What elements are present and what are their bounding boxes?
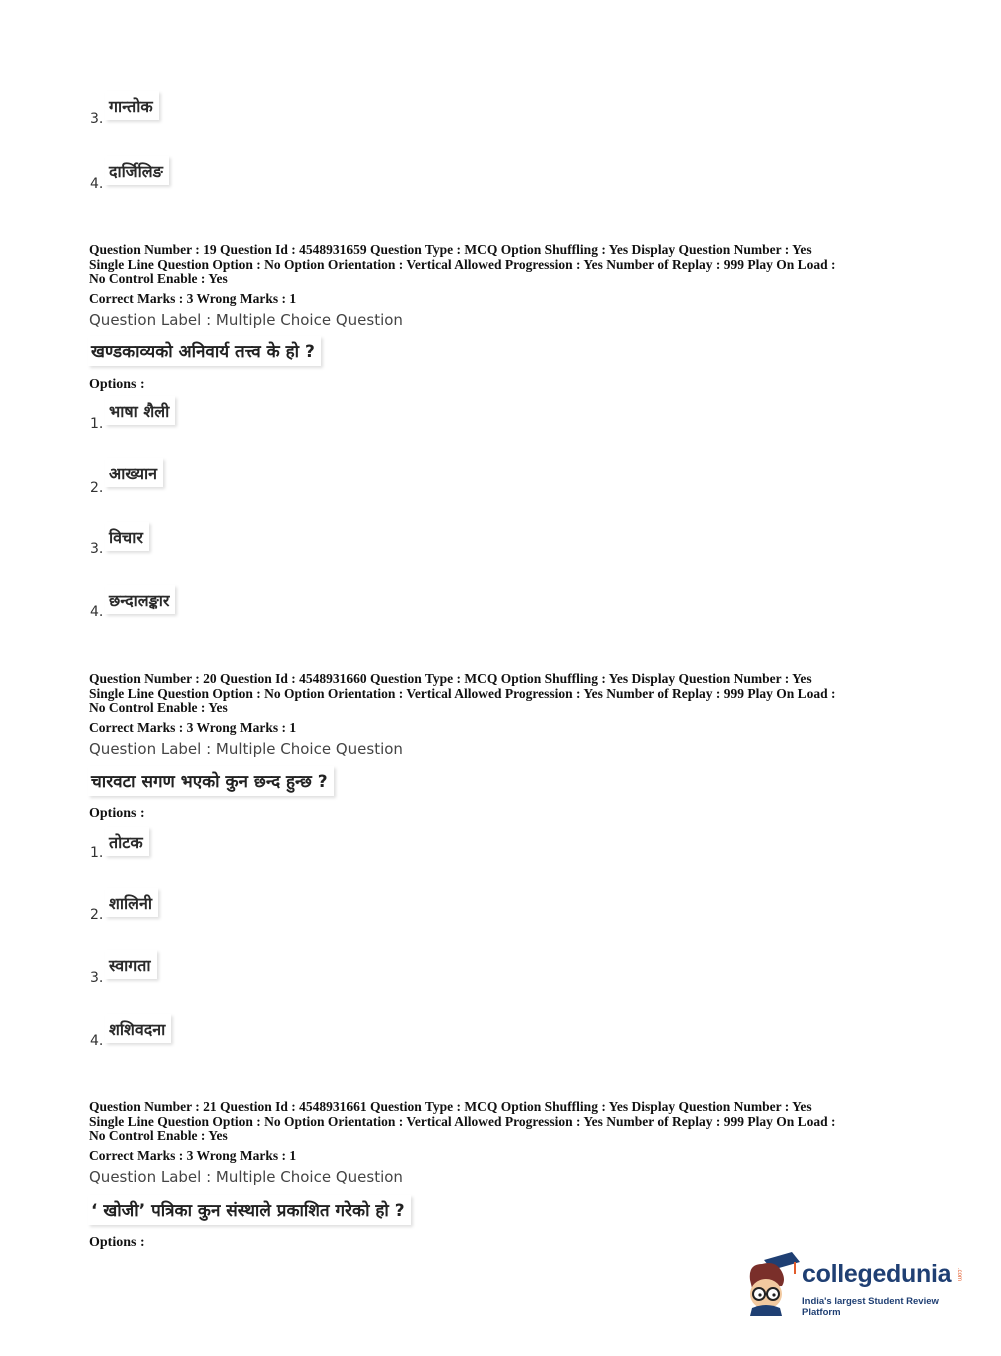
header-line: Single Line Question Option : No Option Orientation : Vertical Allowed Progression : Yes Number of Replay : 999 Play On Load : [89,1113,836,1129]
question-text: चारवटा सगण भएको कुन छन्द हुन्छ ? [88,766,334,796]
brand-name: collegedunia [802,1260,952,1288]
option-number: 3. [90,111,104,127]
question-text: खण्डकाव्यको अनिवार्य तत्त्व के हो ? [88,336,321,366]
marks-line: Correct Marks : 3 Wrong Marks : 1 [89,291,297,306]
header-line: No Control Enable : Yes [89,271,228,287]
option-text[interactable]: स्वागता [105,950,157,979]
collegedunia-logo [742,1250,972,1320]
brand-tagline: India's largest Student Review Platform [802,1296,939,1318]
header-line: Single Line Question Option : No Option Orientation : Vertical Allowed Progression : Yes Number of Replay : 999 Play On Load : [89,685,836,701]
option-number: 1. [90,416,104,432]
brand-domain: .com [956,1268,962,1282]
header-line: No Control Enable : Yes [89,1128,228,1144]
option-text[interactable]: विचार [105,522,149,551]
option-number: 4. [90,604,104,620]
options-label: Options : [89,806,145,821]
option-number: 4. [90,176,104,192]
marks-line: Correct Marks : 3 Wrong Marks : 1 [89,1148,297,1163]
option-number: 3. [90,970,104,986]
options-label: Options : [89,377,145,392]
option-number: 1. [90,845,104,861]
options-label: Options : [89,1235,145,1250]
mascot-icon [742,1250,802,1316]
question-label: Question Label : Multiple Choice Question [89,740,403,758]
option-text: गान्तोक [105,91,159,120]
option-text[interactable]: तोटक [105,827,149,856]
question-text: ‘ खोजी’ पत्रिका कुन संस्थाले प्रकाशित गरेको हो ? [88,1195,411,1225]
question-label: Question Label : Multiple Choice Question [89,1168,403,1186]
option-text: दार्जिलिङ [105,156,169,185]
header-line: Question Number : 21 Question Id : 4548931661 Question Type : MCQ Option Shuffling : Yes Display Question Number : Yes [89,1099,812,1114]
header-line: No Control Enable : Yes [89,700,228,716]
option-text[interactable]: शालिनी [105,888,158,917]
header-line: Single Line Question Option : No Option Orientation : Vertical Allowed Progression : Yes Number of Replay : 999 Play On Load : [89,256,836,272]
option-text[interactable]: आख्यान [105,458,163,487]
option-text[interactable]: छन्दालङ्कार [105,585,175,614]
option-number: 2. [90,907,104,923]
option-number: 4. [90,1033,104,1049]
header-line: Question Number : 19 Question Id : 4548931659 Question Type : MCQ Option Shuffling : Yes Display Question Number : Yes [89,242,812,257]
option-text[interactable]: शशिवदना [105,1014,171,1043]
option-text[interactable]: भाषा शैली [105,396,175,425]
option-number: 3. [90,541,104,557]
option-number: 2. [90,480,104,496]
question-label: Question Label : Multiple Choice Question [89,311,403,329]
question-header [89,1100,919,1144]
header-line: Question Number : 20 Question Id : 4548931660 Question Type : MCQ Option Shuffling : Yes Display Question Number : Yes [89,671,812,686]
question-header [89,243,919,287]
marks-line: Correct Marks : 3 Wrong Marks : 1 [89,720,297,735]
question-header [89,672,919,716]
